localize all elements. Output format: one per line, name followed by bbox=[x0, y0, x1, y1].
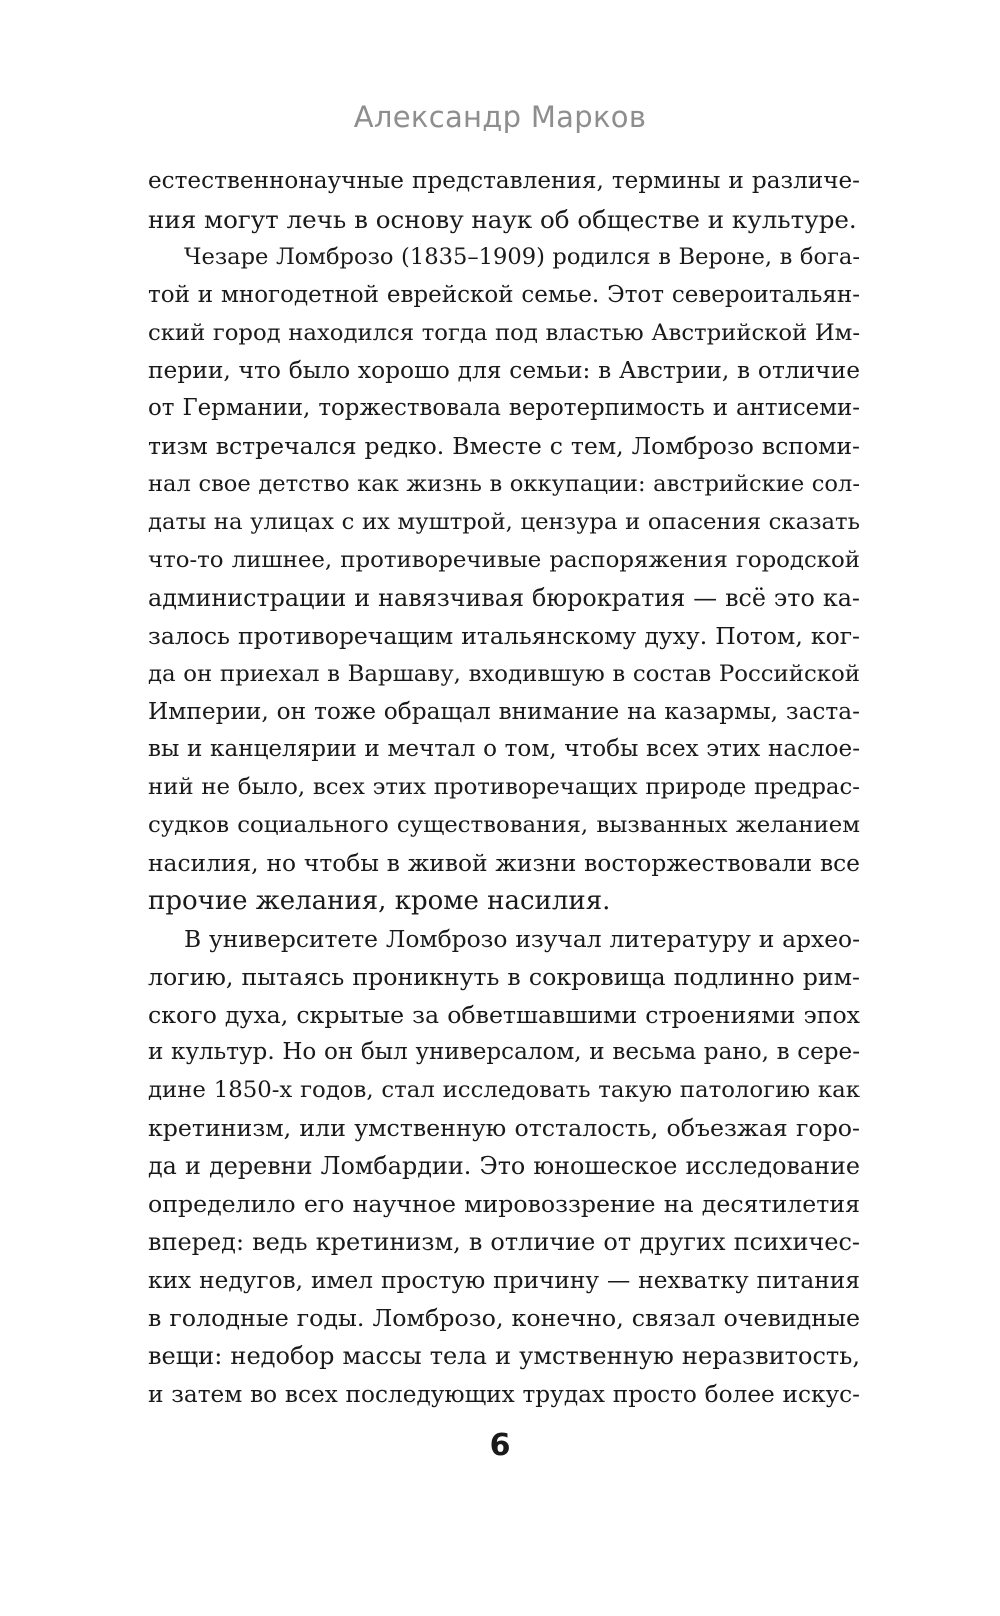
text-line: перии, что было хорошо для семьи: в Австрии, в отличие bbox=[148, 356, 860, 385]
text-line: вещи: недобор массы тела и умственную неразвитость, bbox=[148, 1341, 860, 1370]
text-line: что-то лишнее, противоречивые распоряжения городской bbox=[148, 546, 860, 573]
text-line: дине 1850-х годов, стал исследовать такую патологию как bbox=[148, 1077, 860, 1104]
text-line: естественнонаучные представления, термины и различе- bbox=[148, 168, 860, 194]
text-line: вперед: ведь кретинизм, в отличие от других психичес- bbox=[148, 1227, 860, 1256]
body-text bbox=[148, 163, 860, 1413]
text-line: даты на улицах с их муштрой, цензура и опасения сказать bbox=[148, 509, 860, 536]
text-line: кретинизм, или умственную отсталость, объезжая горо- bbox=[148, 1114, 860, 1143]
text-line: и затем во всех последующих трудах просто более искус- bbox=[148, 1380, 860, 1408]
text-line: ния могут лечь в основу наук об обществе и культуре. bbox=[148, 204, 857, 234]
text-line: ский город находился тогда под властью Австрийской Им- bbox=[148, 319, 860, 346]
text-line: от Германии, торжествовала веротерпимость и антисеми- bbox=[148, 395, 860, 422]
text-line: логию, пытаясь проникнуть в сокровища подлинно рим- bbox=[148, 962, 860, 991]
text-line: ких недугов, имел простую причину — нехватку питания bbox=[148, 1266, 860, 1294]
text-line: тизм встречался редко. Вместе с тем, Ломброзо вспоми- bbox=[148, 432, 860, 461]
text-line: насилия, но чтобы в живой жизни восторжествовали все bbox=[148, 849, 860, 878]
text-line: прочие желания, кроме насилия. bbox=[148, 885, 611, 916]
text-line: судков социального существования, вызванных желанием bbox=[148, 812, 860, 839]
text-line: да он приехал в Варшаву, входившую в состав Российской bbox=[148, 660, 860, 687]
text-line: ского духа, скрытые за обветшавшими строениями эпох bbox=[148, 1000, 860, 1029]
text-line: той и многодетной еврейской семье. Этот североитальян- bbox=[148, 281, 860, 308]
text-line: администрации и навязчивая бюрократия — всё это ка- bbox=[148, 583, 860, 612]
text-line: Империи, он тоже обращал внимание на казармы, заста- bbox=[148, 698, 860, 726]
running-head-author: Александр Марков bbox=[353, 100, 647, 134]
text-line: ний не было, всех этих противоречащих природе предрас- bbox=[148, 774, 860, 801]
text-line: в голодные годы. Ломброзо, конечно, связал очевидные bbox=[148, 1303, 860, 1332]
text-line: определило его научное мировоззрение на десятилетия bbox=[148, 1190, 860, 1219]
text-line: нал свое детство как жизнь в оккупации: австрийские сол- bbox=[148, 471, 860, 498]
text-line: да и деревни Ломбардии. Это юношеское исследование bbox=[148, 1152, 860, 1181]
text-line: и культур. Но он был универсалом, и весьма рано, в сере- bbox=[148, 1039, 860, 1066]
page-number: 6 bbox=[489, 1428, 511, 1463]
text-line: вы и канцелярии и мечтал о том, чтобы всех этих наслое- bbox=[148, 736, 860, 763]
text-line: залось противоречащим итальянскому духу. Потом, ког- bbox=[148, 621, 860, 650]
text-line: Чезаре Ломброзо (1835–1909) родился в Вероне, в бога- bbox=[184, 243, 860, 270]
text-line: В университете Ломброзо изучал литературу и архео- bbox=[184, 924, 860, 953]
